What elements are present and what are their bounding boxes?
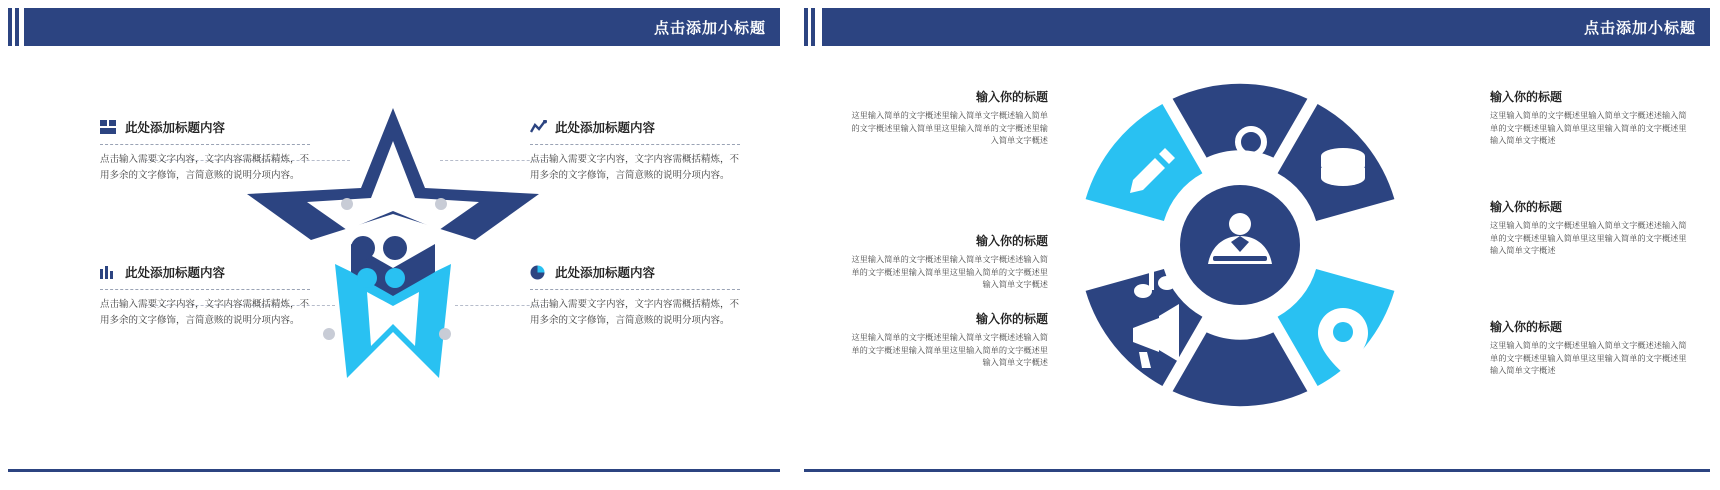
node-marker-3 [323, 328, 335, 340]
bar-chart-icon [100, 265, 117, 280]
donut-graphic-svg [1055, 60, 1425, 430]
star-upper-cutout [307, 141, 479, 230]
callout-title: 此处添加标题内容 [125, 266, 226, 280]
callout-body: 点击输入需要文字内容，文字内容需概括精炼，不用多余的文字修饰，言简意赅的说明分项内容。 [100, 289, 310, 328]
dot-1 [351, 236, 375, 260]
segment-megaphone [1173, 332, 1308, 406]
callout-head [530, 118, 740, 136]
page-title: 点击添加小标题 [653, 19, 766, 37]
footer-rule-right [804, 469, 1710, 472]
node-marker-4 [439, 328, 451, 340]
segment-pencil [1086, 104, 1203, 221]
pie-chart-icon [530, 265, 547, 280]
callout-bottom-right[interactable] [530, 263, 740, 328]
label-database[interactable] [1490, 198, 1690, 258]
dot-3 [357, 268, 377, 288]
label-pencil[interactable] [848, 88, 1048, 148]
label-body: 这里输入简单的文字概述里输入简单文字概述述输入简单的文字概述里输入简单里这里输入简单的文字概述里输入简单文字概述 [1490, 111, 1687, 146]
callout-title: 此处添加标题内容 [555, 266, 656, 280]
callout-title: 此处添加标题内容 [555, 121, 656, 135]
footer-rule-left [8, 469, 780, 472]
callout-body: 点击输入需要文字内容，文字内容需概括精炼，不用多余的文字修饰，言简意赅的说明分项内容。 [100, 144, 310, 183]
header-tick-marks-left [8, 8, 19, 46]
callout-title: 此处添加标题内容 [125, 121, 226, 135]
slide-right [800, 0, 1720, 490]
callout-head [100, 118, 310, 136]
label-title: 输入你的标题 [1490, 200, 1563, 214]
node-marker-2 [435, 198, 447, 210]
label-title: 输入你的标题 [975, 90, 1048, 104]
label-body: 这里输入简单的文字概述里输入简单文字概述述输入简单的文字概述里输入简单里这里输入简单的文字概述里输入简单文字概述 [1490, 341, 1687, 376]
callout-body: 点击输入需要文字内容，文字内容需概括精炼，不用多余的文字修饰，言简意赅的说明分项内容。 [530, 144, 740, 183]
six-segment-donut [1055, 60, 1425, 430]
label-body: 这里输入简单的文字概述里输入简单文字概述述输入简单的文字概述里输入简单里这里输入简单的文字概述里输入简单文字概述 [851, 333, 1048, 368]
label-body: 这里输入简单的文字概述里输入简单文字概述述输入简单的文字概述里输入简单里这里输入简单的文字概述里输入简单文字概述 [851, 255, 1048, 290]
page-title: 点击添加小标题 [1583, 19, 1696, 37]
callout-body: 点击输入需要文字内容，文字内容需概括精炼，不用多余的文字修饰，言简意赅的说明分项内容。 [530, 289, 740, 328]
label-megaphone[interactable] [848, 310, 1048, 370]
label-music[interactable] [848, 232, 1048, 292]
label-title: 输入你的标题 [1490, 90, 1563, 104]
label-title: 输入你的标题 [1490, 320, 1563, 334]
callout-head [100, 263, 310, 281]
node-marker-1 [341, 198, 353, 210]
label-body: 这里输入简单的文字概述里输入简单文字概述述输入简单的文字概述里输入简单里这里输入简单的文字概述里输入简单文字概述 [1490, 221, 1687, 256]
slide-left [0, 0, 790, 490]
slide-header-left [24, 8, 780, 46]
callout-head [530, 263, 740, 281]
label-key[interactable] [1490, 88, 1690, 148]
squares-grid-icon [100, 120, 117, 135]
dot-2 [383, 236, 407, 260]
callout-bottom-left[interactable] [100, 263, 310, 328]
label-title: 输入你的标题 [975, 234, 1048, 248]
segment-icon-database [1321, 148, 1365, 186]
callout-top-left[interactable] [100, 118, 310, 183]
slide-header-right [822, 8, 1710, 46]
header-tick-marks-right [804, 8, 815, 46]
line-chart-icon [530, 120, 547, 135]
label-body: 这里输入简单的文字概述里输入简单文字概述输入简单的文字概述里输入简单里这里输入简单的文字概述里输入简单文字概述 [851, 111, 1048, 146]
dot-4 [385, 268, 405, 288]
label-title: 输入你的标题 [975, 312, 1048, 326]
callout-top-right[interactable] [530, 118, 740, 183]
label-location-pin[interactable] [1490, 318, 1690, 378]
